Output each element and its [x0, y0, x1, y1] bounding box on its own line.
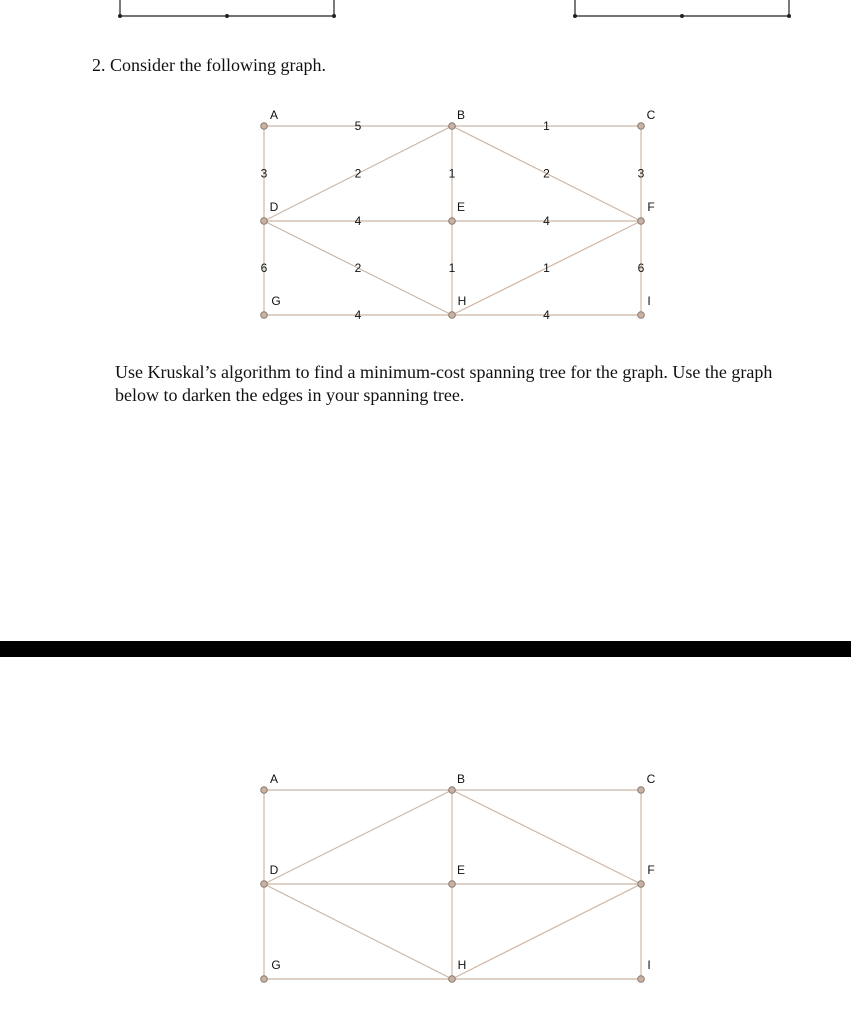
top-graph-edge-weight-FI: 6: [637, 261, 645, 275]
top-graph-edge-weight-AB: 5: [354, 119, 362, 133]
bottom-graph-vertex-label-E: E: [456, 863, 466, 877]
question-instructions: Use Kruskal’s algorithm to find a minimum-cost spanning tree for the graph. Use the graph below to darken the edges in your spanning tree.: [115, 362, 773, 405]
question-title: 2. Consider the following graph.: [92, 55, 326, 75]
top-graph-vertex-E: [449, 218, 456, 225]
top-graph-vertex-D: [261, 218, 268, 225]
top-graph-edge-weight-BC: 1: [543, 119, 550, 133]
top-graph-edge-weight-BE: 1: [448, 166, 456, 181]
top-graph-edge-weight-CF: 3: [637, 166, 645, 181]
top-graph-edge-weight-DE: 4: [354, 214, 362, 228]
bottom-graph-vertex-label-B: B: [456, 772, 466, 786]
bottom-graph-vertex-D: [261, 881, 268, 888]
top-graph-vertex-H: [449, 312, 456, 319]
top-graph-vertex-A: [261, 123, 268, 130]
top-graph-edge-weight-HI: 4: [543, 308, 550, 322]
top-graph-vertex-label-C: C: [646, 108, 656, 122]
top-graph-vertex-F: [638, 218, 645, 225]
bottom-graph-vertex-I: [638, 976, 645, 983]
top-graph-vertex-G: [261, 312, 268, 319]
top-graph-edge-weight-DH: 2: [354, 261, 362, 275]
bottom-graph-vertex-A: [261, 787, 268, 794]
bottom-graph-edge-DH: [264, 884, 452, 979]
bottom-graph-vertex-label-D: D: [269, 863, 279, 877]
top-graph-vertex-I: [638, 312, 645, 319]
bottom-graph-vertex-C: [638, 787, 645, 794]
top-graph-edge-weight-DB: 2: [354, 166, 362, 181]
bottom-graph-vertex-label-C: C: [646, 772, 656, 786]
top-graph-vertex-label-H: H: [457, 294, 467, 308]
top-graph-vertex-label-D: D: [269, 200, 279, 214]
bottom-graph-edge-DB: [264, 790, 452, 884]
bottom-graph-edge-BF: [452, 790, 641, 884]
top-graph-edge-weight-EH: 1: [448, 261, 456, 275]
weighted-graph-figure: [0, 100, 851, 330]
top-graph-edge-weight-GH: 4: [354, 308, 362, 322]
top-graph-vertex-label-F: F: [647, 200, 655, 214]
bottom-graph-vertex-E: [449, 881, 456, 888]
bottom-graph-vertex-B: [449, 787, 456, 794]
top-graph-vertex-label-I: I: [647, 294, 651, 308]
previous-figure-fragment: [0, 0, 851, 24]
top-graph-edge-weight-DG: 6: [260, 261, 268, 275]
page-divider-bar: [0, 641, 851, 657]
bottom-graph-vertex-label-H: H: [457, 958, 467, 972]
bottom-graph-vertex-G: [261, 976, 268, 983]
top-graph-vertex-label-A: A: [269, 108, 279, 122]
top-graph-vertex-label-B: B: [456, 108, 466, 122]
top-graph-vertex-label-G: G: [271, 294, 281, 308]
top-graph-edge-weight-EF: 4: [543, 214, 550, 228]
top-graph-edge-weight-AD: 3: [260, 166, 268, 181]
top-graph-vertex-label-E: E: [456, 200, 466, 214]
top-graph-edge-weight-HF: 1: [543, 261, 550, 275]
top-graph-vertex-C: [638, 123, 645, 130]
bottom-graph-vertex-label-A: A: [269, 772, 279, 786]
answer-graph-figure: [0, 760, 851, 1000]
bottom-graph-vertex-label-I: I: [647, 958, 651, 972]
bottom-graph-vertex-label-G: G: [271, 958, 281, 972]
bottom-graph-vertex-H: [449, 976, 456, 983]
bottom-graph-edge-HF: [452, 884, 641, 979]
bottom-graph-vertex-F: [638, 881, 645, 888]
top-graph-edge-weight-BF: 2: [543, 166, 550, 181]
top-graph-vertex-B: [449, 123, 456, 130]
bottom-graph-vertex-label-F: F: [647, 863, 655, 877]
